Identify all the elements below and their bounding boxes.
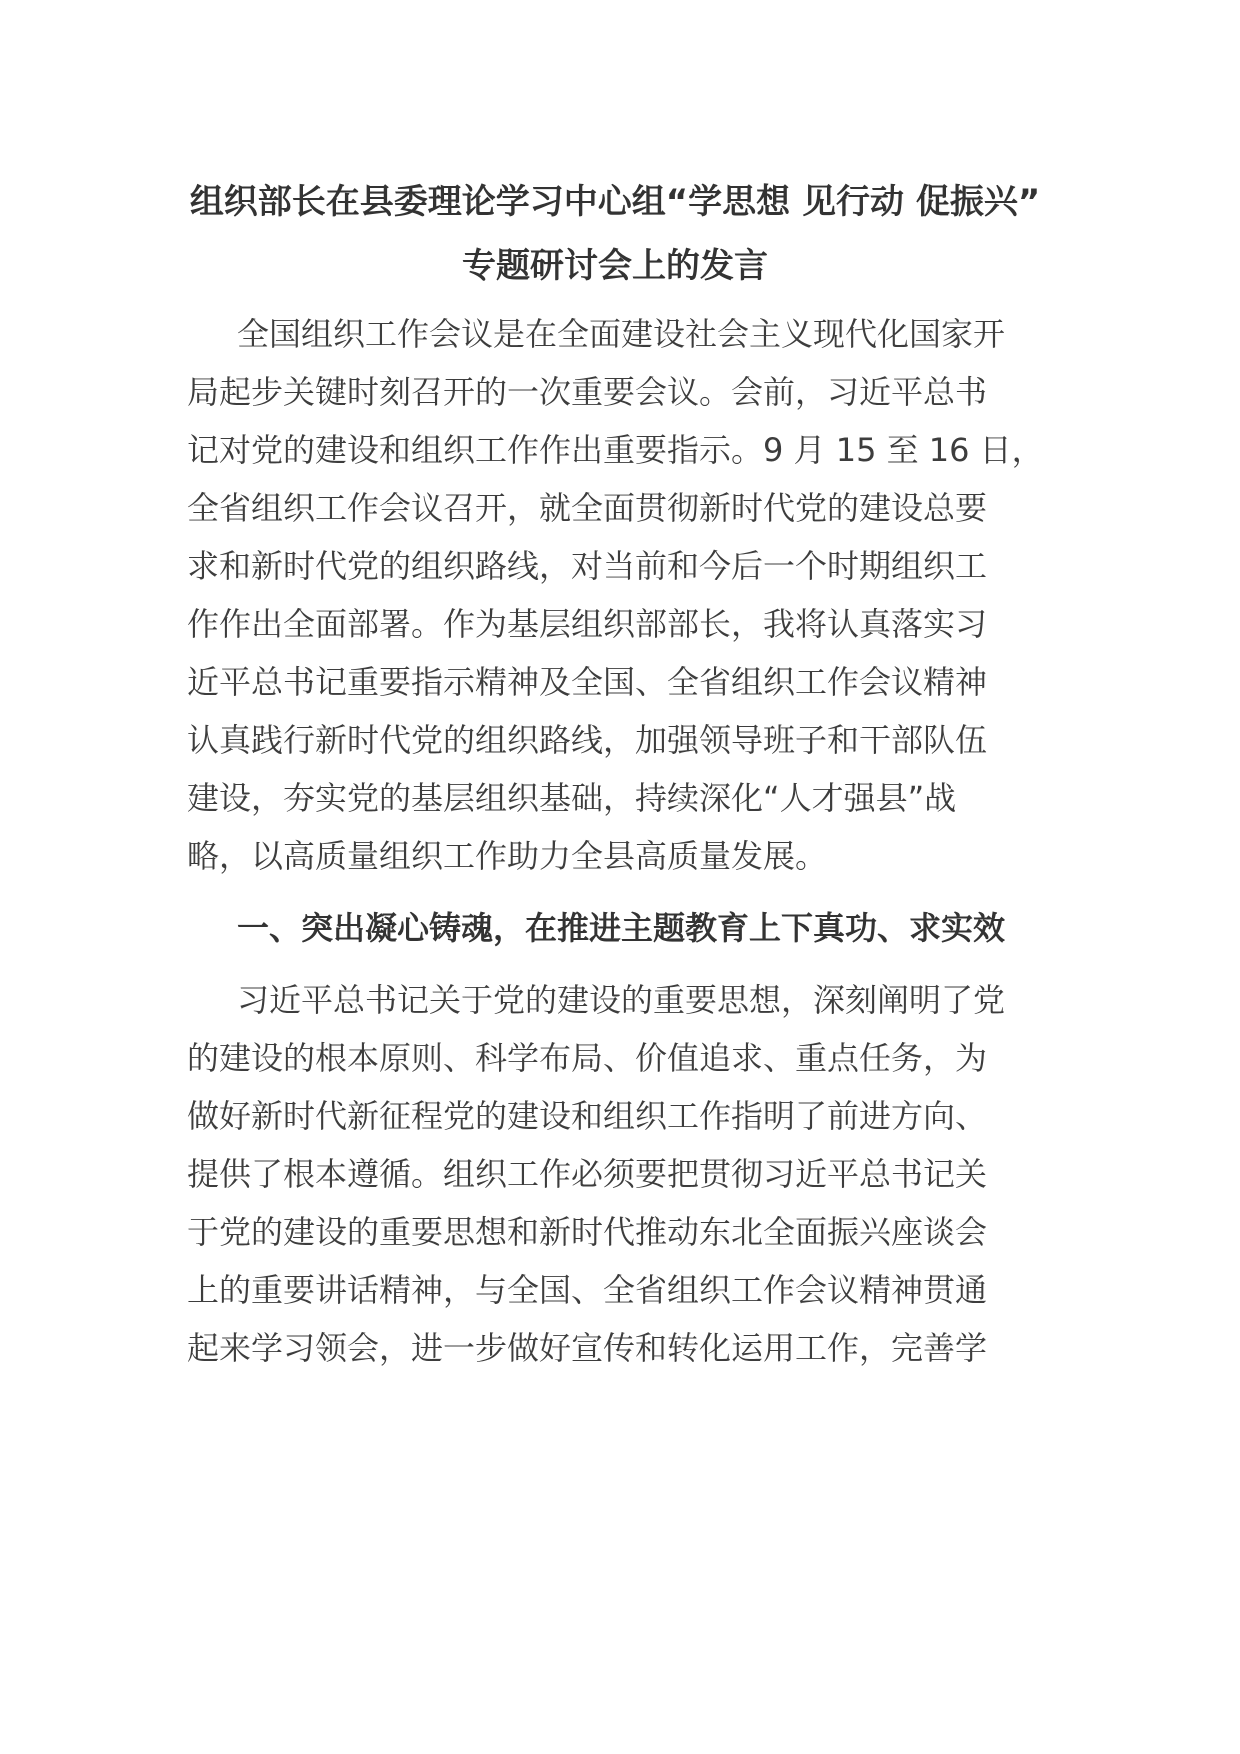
paragraph-1-line-4: 全省组织工作会议召开，就全面贯彻新时代党的建设总要 bbox=[187, 489, 988, 527]
paragraph-2-line-5: 于党的建设的重要思想和新时代推动东北全面振兴座谈会 bbox=[187, 1213, 988, 1251]
paragraph-1-line-3: 记对党的建设和组织工作作出重要指示。9 月 15 至 16 日， bbox=[187, 431, 1044, 469]
paragraph-1-line-6: 作作出全面部署。作为基层组织部部长，我将认真落实习 bbox=[187, 605, 988, 643]
document-title-line-1: 组织部长在县委理论学习中心组“学思想 见行动 促振兴” bbox=[189, 182, 1041, 222]
paragraph-1-line-9: 建设，夯实党的基层组织基础，持续深化“人才强县”战 bbox=[187, 779, 957, 817]
paragraph-2-line-7: 起来学习领会，进一步做好宣传和转化运用工作，完善学 bbox=[187, 1329, 988, 1367]
paragraph-1-line-10: 略，以高质量组织工作助力全县高质量发展。 bbox=[187, 837, 828, 875]
paragraph-1-line-8: 认真践行新时代党的组织路线，加强领导班子和干部队伍 bbox=[187, 721, 988, 759]
paragraph-1-line-7: 近平总书记重要指示精神及全国、全省组织工作会议精神 bbox=[187, 663, 988, 701]
paragraph-1-line-1: 全国组织工作会议是在全面建设社会主义现代化国家开 bbox=[237, 315, 1006, 353]
paragraph-2-line-1: 习近平总书记关于党的建设的重要思想，深刻阐明了党 bbox=[237, 981, 1006, 1019]
paragraph-2-line-6: 上的重要讲话精神，与全国、全省组织工作会议精神贯通 bbox=[187, 1271, 988, 1309]
paragraph-2-line-2: 的建设的根本原则、科学布局、价值追求、重点任务，为 bbox=[187, 1039, 988, 1077]
paragraph-1-line-5: 求和新时代党的组织路线，对当前和今后一个时期组织工 bbox=[187, 547, 988, 585]
document-title-line-2: 专题研讨会上的发言 bbox=[462, 246, 768, 286]
paragraph-1-line-2: 局起步关键时刻召开的一次重要会议。会前，习近平总书 bbox=[187, 373, 988, 411]
section-heading-1: 一、突出凝心铸魂，在推进主题教育上下真功、求实效 bbox=[237, 909, 1006, 947]
paragraph-2-line-3: 做好新时代新征程党的建设和组织工作指明了前进方向、 bbox=[187, 1097, 988, 1135]
paragraph-2-line-4: 提供了根本遵循。组织工作必须要把贯彻习近平总书记关 bbox=[187, 1155, 988, 1193]
